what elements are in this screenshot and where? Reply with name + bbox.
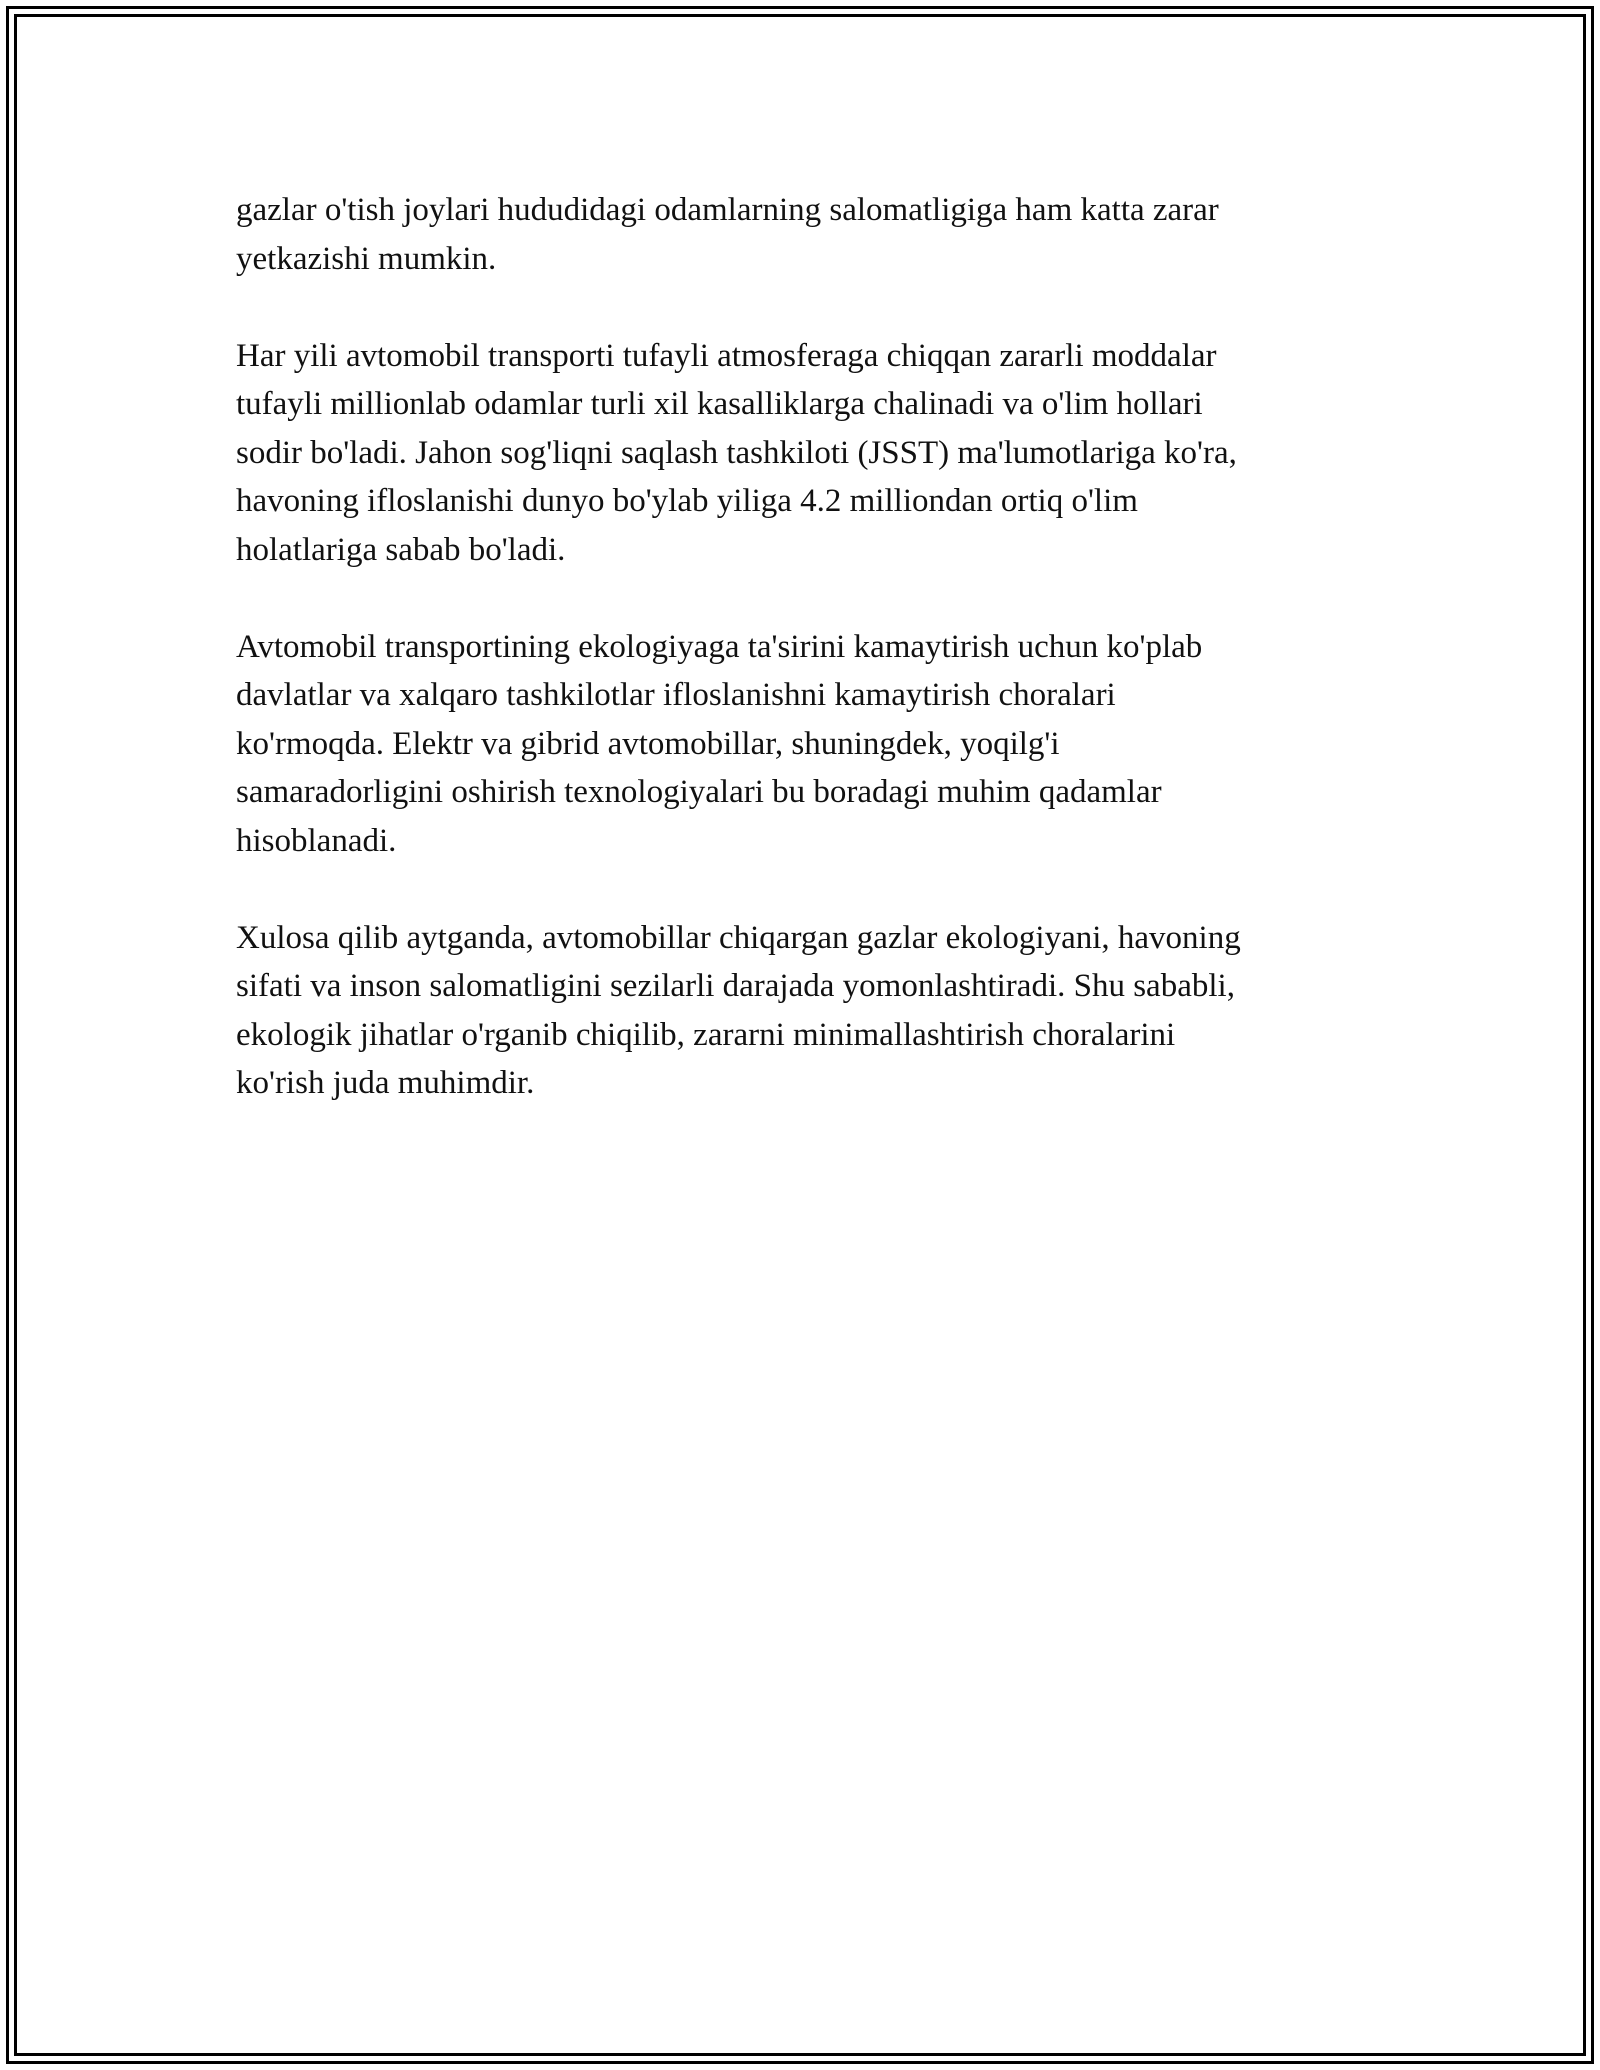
paragraph-3: [236, 623, 1366, 866]
paragraph-1: [236, 186, 1366, 283]
text-line: ko'rish juda muhimdir.: [236, 1065, 535, 1101]
text-line: yetkazishi mumkin.: [236, 240, 497, 277]
paragraph-4: [236, 914, 1366, 1108]
text-line: samaradorligini oshirish texnologiyalari bu boradagi muhim qadamlar: [236, 774, 1162, 810]
text-line: hisoblanadi.: [236, 822, 397, 859]
text-line: ekologik jihatlar o'rganib chiqilib, zararni minimallashtirish choralarini: [236, 1016, 1176, 1053]
paragraph-2: [236, 332, 1366, 575]
text-line: tufayli millionlab odamlar turli xil kasalliklarga chalinadi va o'lim hollari: [236, 386, 1203, 422]
text-line: havoning ifloslanishi dunyo bo'ylab yiliga 4.2 milliondan ortiq o'lim: [236, 483, 1138, 519]
text-line: ko'rmoqda. Elektr va gibrid avtomobillar, shuningdek, yoqilg'i: [236, 725, 1060, 762]
text-line: Avtomobil transportining ekologiyaga ta'sirini kamaytirish uchun ko'plab: [236, 628, 1203, 665]
text-line: Har yili avtomobil transporti tufayli atmosferaga chiqqan zararli moddalar: [236, 337, 1217, 374]
text-line: holatlariga sabab bo'ladi.: [236, 531, 566, 568]
text-line: sifati va inson salomatligini sezilarli darajada yomonlashtiradi. Shu sababli,: [236, 968, 1235, 1004]
document-body: [236, 186, 1366, 1156]
text-line: gazlar o'tish joylari hududidagi odamlarning salomatligiga ham katta zarar: [236, 192, 1219, 228]
text-line: Xulosa qilib aytganda, avtomobillar chiqargan gazlar ekologiyani, havoning: [236, 919, 1241, 956]
text-line: davlatlar va xalqaro tashkilotlar ifloslanishni kamaytirish choralari: [236, 677, 1116, 713]
text-line: sodir bo'ladi. Jahon sog'liqni saqlash tashkiloti (JSST) ma'lumotlariga ko'ra,: [236, 434, 1237, 471]
